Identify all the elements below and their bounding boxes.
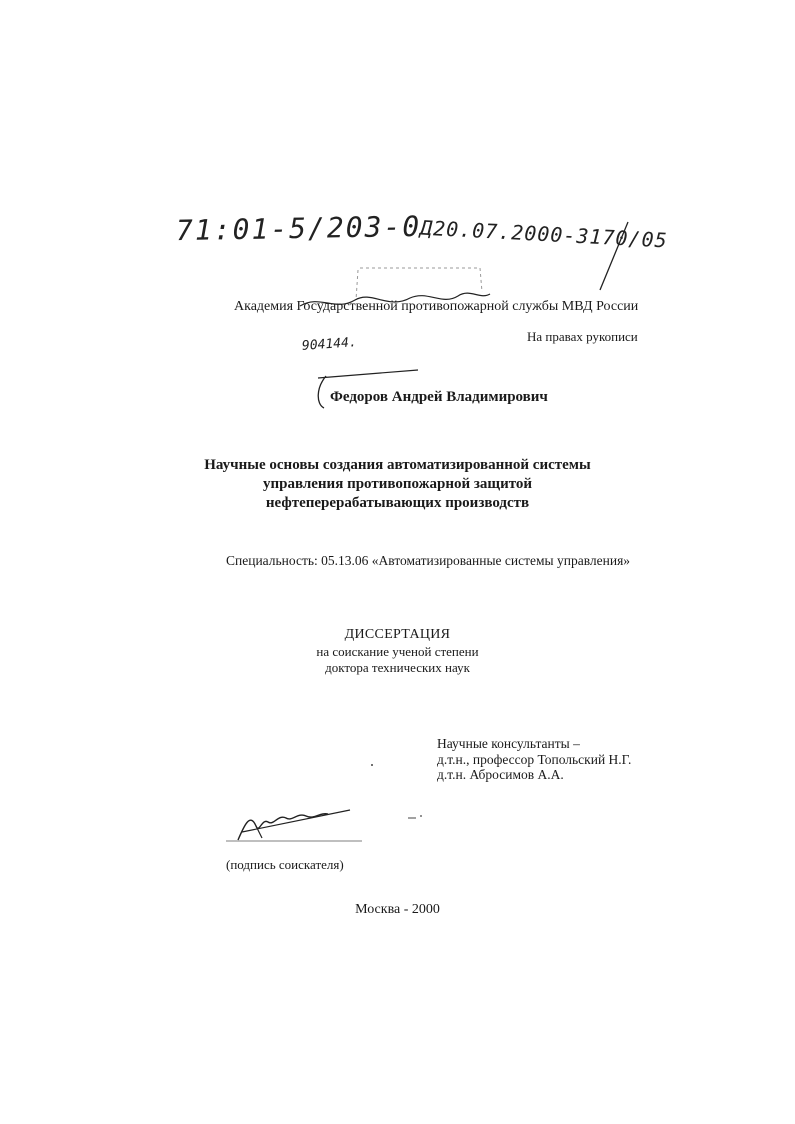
academy-name: Академия Государственной противопожарной службы МВД России (234, 299, 639, 314)
title-line: управления противопожарной защитой (262, 476, 533, 492)
registration-number-right: Д20.07.2000-3170/05 (419, 215, 669, 253)
registration-number-left: 71:01-5/203-0 (175, 209, 422, 248)
manuscript-rights-note: На правах рукописи (527, 329, 638, 344)
dissertation-heading: ДИССЕРТАЦИЯ (344, 627, 451, 642)
author-name: Федоров Андрей Владимирович (330, 389, 548, 405)
ink-speck (420, 815, 422, 817)
specialty: Специальность: 05.13.06 «Автоматизированные системы управления» (226, 553, 631, 568)
consultant-entry: д.т.н. Абросимов А.А. (437, 767, 564, 782)
handwritten-overlay-scrawl (300, 293, 490, 306)
place-and-year: Москва - 2000 (355, 902, 440, 917)
registration-slash-mark (600, 222, 628, 290)
author-mark (318, 370, 418, 378)
author-hook (318, 376, 326, 408)
ink-speck (371, 764, 373, 766)
title-line: нефтеперерабатывающих производств (265, 495, 530, 511)
degree-line-1: на соискание ученой степени (316, 644, 479, 659)
degree-line-2: доктора технических наук (325, 660, 470, 675)
consultant-entry: д.т.н., профессор Топольский Н.Г. (437, 751, 632, 767)
title-line: Научные основы создания автоматизированной системы (204, 457, 591, 473)
signature-label: (подпись соискателя) (226, 857, 344, 872)
applicant-signature (226, 810, 362, 841)
registration-sub-note: 904144. (301, 335, 358, 354)
consultants-heading: Научные консультанты – (437, 736, 580, 751)
